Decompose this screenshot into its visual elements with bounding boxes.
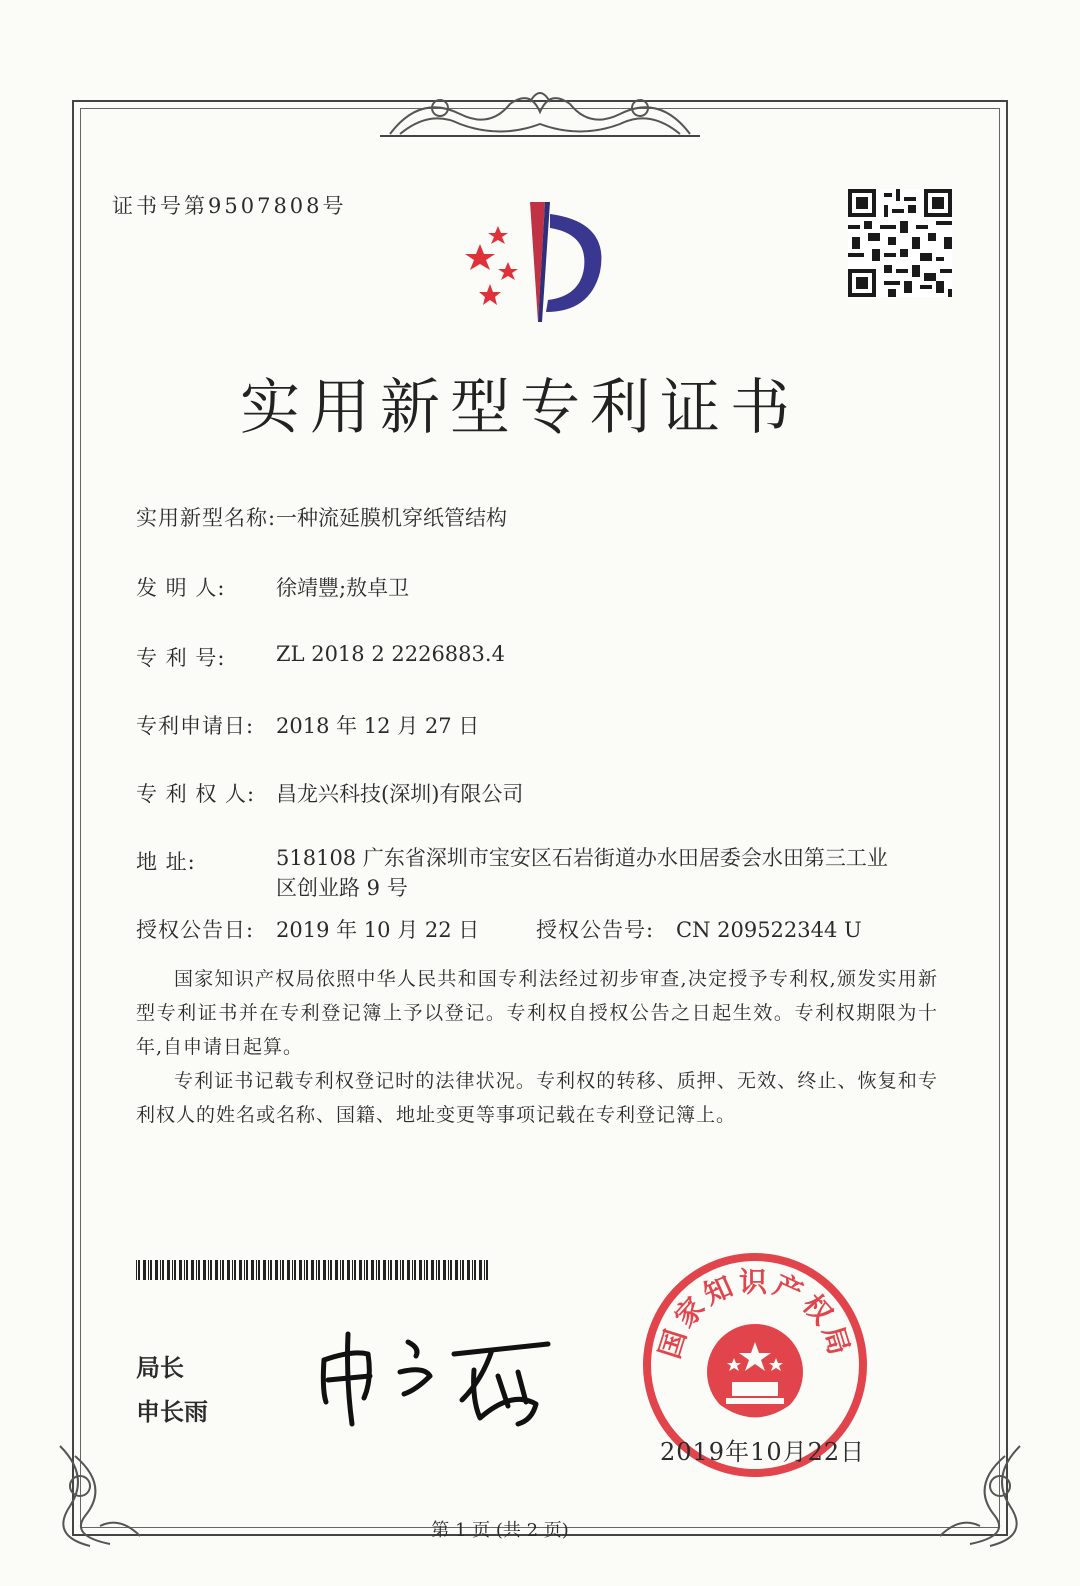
field-label: 实用新型名称: — [136, 506, 277, 530]
page-number: 第 1 页 (共 2 页) — [431, 1520, 569, 1541]
certificate-number: 证书号第9507808号 — [112, 194, 347, 218]
patent-office-logo-icon — [450, 192, 620, 332]
field-label: 授权公告日: — [136, 918, 255, 942]
field-address — [136, 846, 896, 903]
field-value: 昌龙兴科技(深圳)有限公司 — [276, 782, 524, 806]
field-value: 徐靖豐;敖卓卫 — [276, 576, 410, 600]
field-value: 2019 年 10 月 22 日 — [276, 918, 480, 942]
director-title: 局长 — [136, 1354, 184, 1382]
field-value: CN 209522344 U — [676, 918, 862, 942]
seal-text: 国家知识产权局 — [652, 1265, 858, 1363]
field-label: 专 利 号: — [136, 646, 226, 670]
certificate-title: 实用新型专利证书 — [240, 373, 800, 443]
field-utility-model-name — [136, 502, 507, 532]
field-label: 地 址: — [136, 850, 196, 874]
field-label: 专利申请日: — [136, 714, 255, 738]
qr-code-icon — [848, 188, 952, 298]
top-ornament-icon — [380, 84, 700, 144]
field-application-date — [136, 710, 479, 740]
field-value: 2018 年 12 月 27 日 — [276, 714, 480, 738]
field-label: 授权公告号: — [536, 918, 655, 942]
field-patent-number — [136, 642, 505, 672]
field-grant-number — [536, 914, 862, 944]
director-name: 申长雨 — [136, 1398, 208, 1426]
field-value: 518108 广东省深圳市宝安区石岩街道办水田居委会水田第三工业区创业路 9 号 — [276, 846, 888, 900]
body-paragraph: 国家知识产权局依照中华人民共和国专利法经过初步审查,决定授予专利权,颁发实用新型专利证书并在专利登记簿上予以登记。专利权自授权公告之日起生效。专利权期限为十年,自申请日起算。 — [136, 968, 938, 1058]
body-paragraph: 专利证书记载专利权登记时的法律状况。专利权的转移、质押、无效、终止、恢复和专利权人的姓名或名称、国籍、地址变更等事项记载在专利登记簿上。 — [136, 1070, 938, 1126]
field-value: 一种流延膜机穿纸管结构 — [276, 506, 507, 530]
seal-date: 2019年10月22日 — [660, 1438, 866, 1466]
field-value: ZL 2018 2 2226883.4 — [276, 642, 505, 666]
field-label: 专 利 权 人: — [136, 782, 256, 806]
field-inventor — [136, 572, 409, 602]
field-label: 发 明 人: — [136, 576, 226, 600]
handwritten-signature-icon — [312, 1320, 552, 1430]
field-patentee — [136, 778, 523, 808]
field-grant-date — [136, 914, 479, 944]
barcode-icon — [136, 1260, 492, 1280]
